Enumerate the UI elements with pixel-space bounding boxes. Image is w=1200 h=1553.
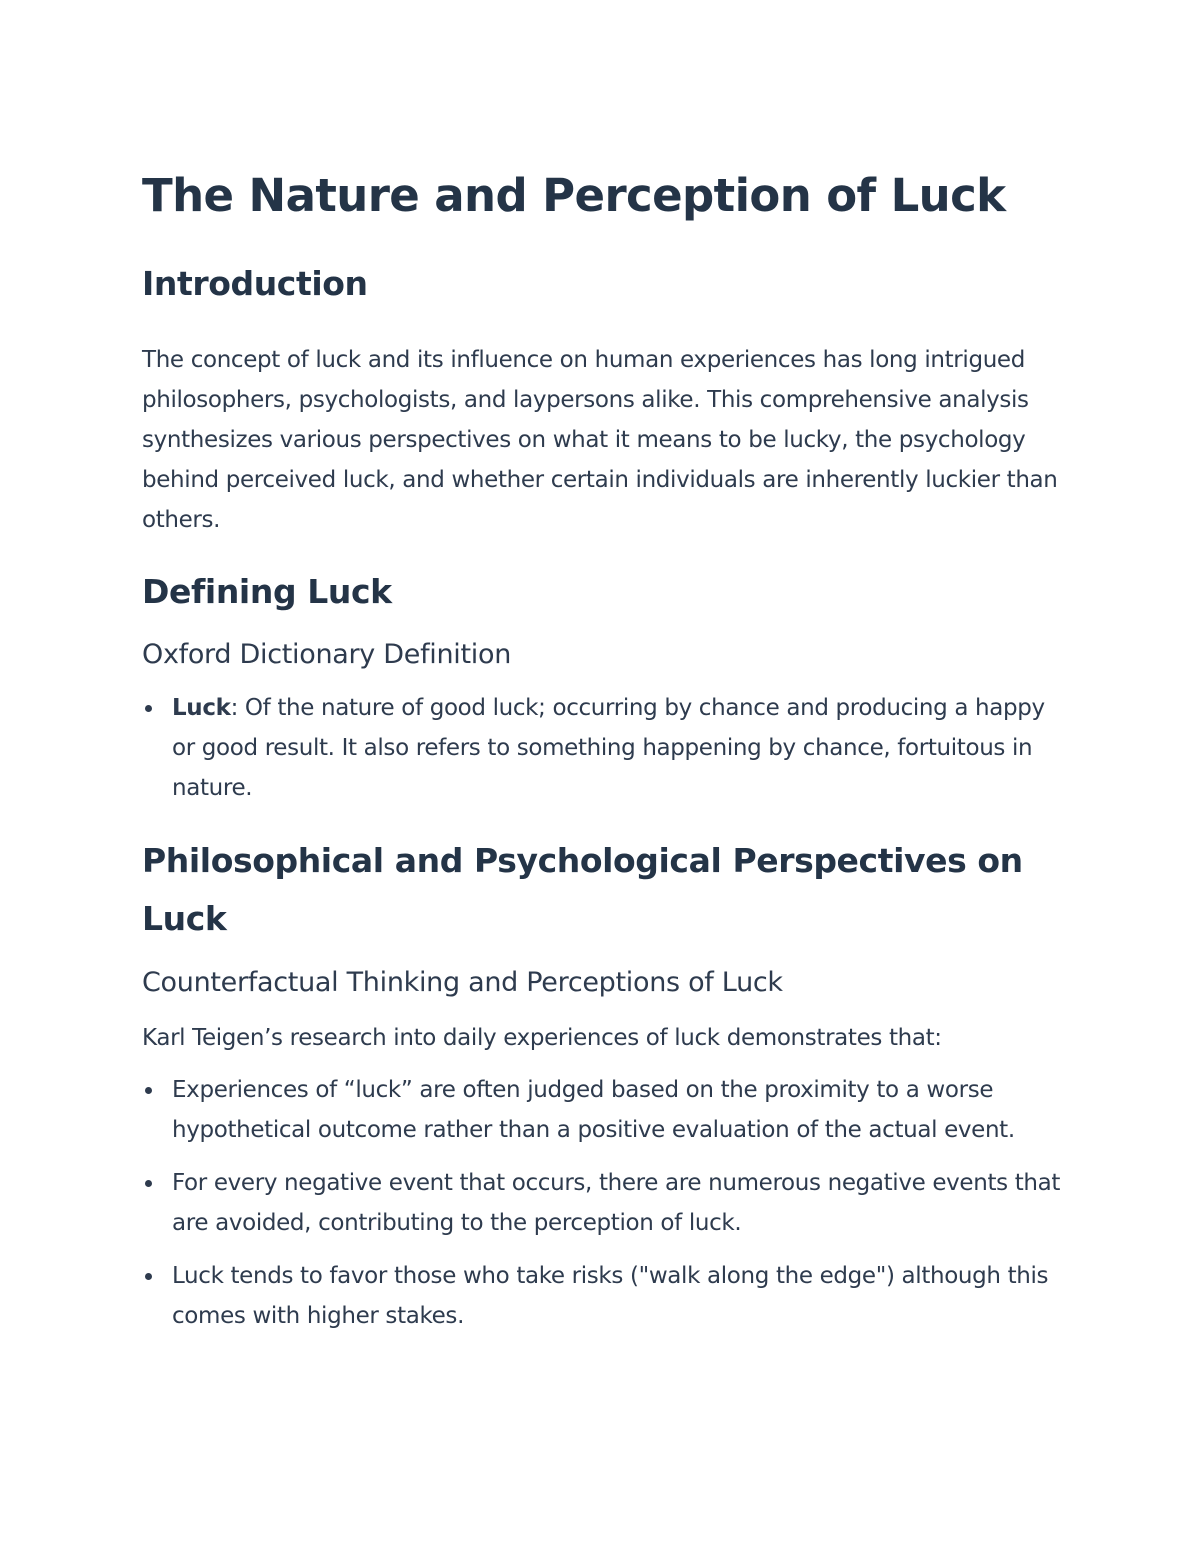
definition-list [142, 688, 1060, 808]
list-item [142, 688, 1060, 808]
list-item: For every negative event that occurs, there are numerous negative events that are avoided, contributing to the perception of luck. [142, 1163, 1060, 1243]
defining-luck-heading: Defining Luck [142, 572, 392, 611]
perspectives-heading: Philosophical and Psychological Perspectives on Luck [142, 841, 1023, 938]
document-title: The Nature and Perception of Luck [142, 169, 1006, 222]
list-item: Experiences of “luck” are often judged based on the proximity to a worse hypothetical outcome rather than a positive evaluation of the actual event. [142, 1070, 1060, 1150]
counterfactual-subheading: Counterfactual Thinking and Perceptions of Luck [142, 967, 783, 998]
defining-luck-section [142, 564, 1060, 808]
introduction-section [142, 256, 1060, 540]
definition-term: Luck [172, 695, 231, 721]
introduction-paragraph: The concept of luck and its influence on human experiences has long intrigued philosophers, psychologists, and laypersons alike. This comprehensive analysis synthesizes various perspectives on what it means to be lucky, the psychology behind perceived luck, and whether certain individuals are inherently luckier than others. [142, 347, 1058, 533]
introduction-heading: Introduction [142, 264, 368, 303]
teigen-findings-list [142, 1070, 1060, 1336]
list-item: Luck tends to favor those who take risks ("walk along the edge") although this comes with higher stakes. [142, 1256, 1060, 1336]
teigen-intro-paragraph: Karl Teigen’s research into daily experiences of luck demonstrates that: [142, 1025, 942, 1051]
definition-text: : Of the nature of good luck; occurring by chance and producing a happy or good result. It also refers to something happening by chance, fortuitous in nature. [172, 695, 1045, 801]
oxford-definition-subheading: Oxford Dictionary Definition [142, 639, 512, 670]
perspectives-section [142, 832, 1060, 1336]
